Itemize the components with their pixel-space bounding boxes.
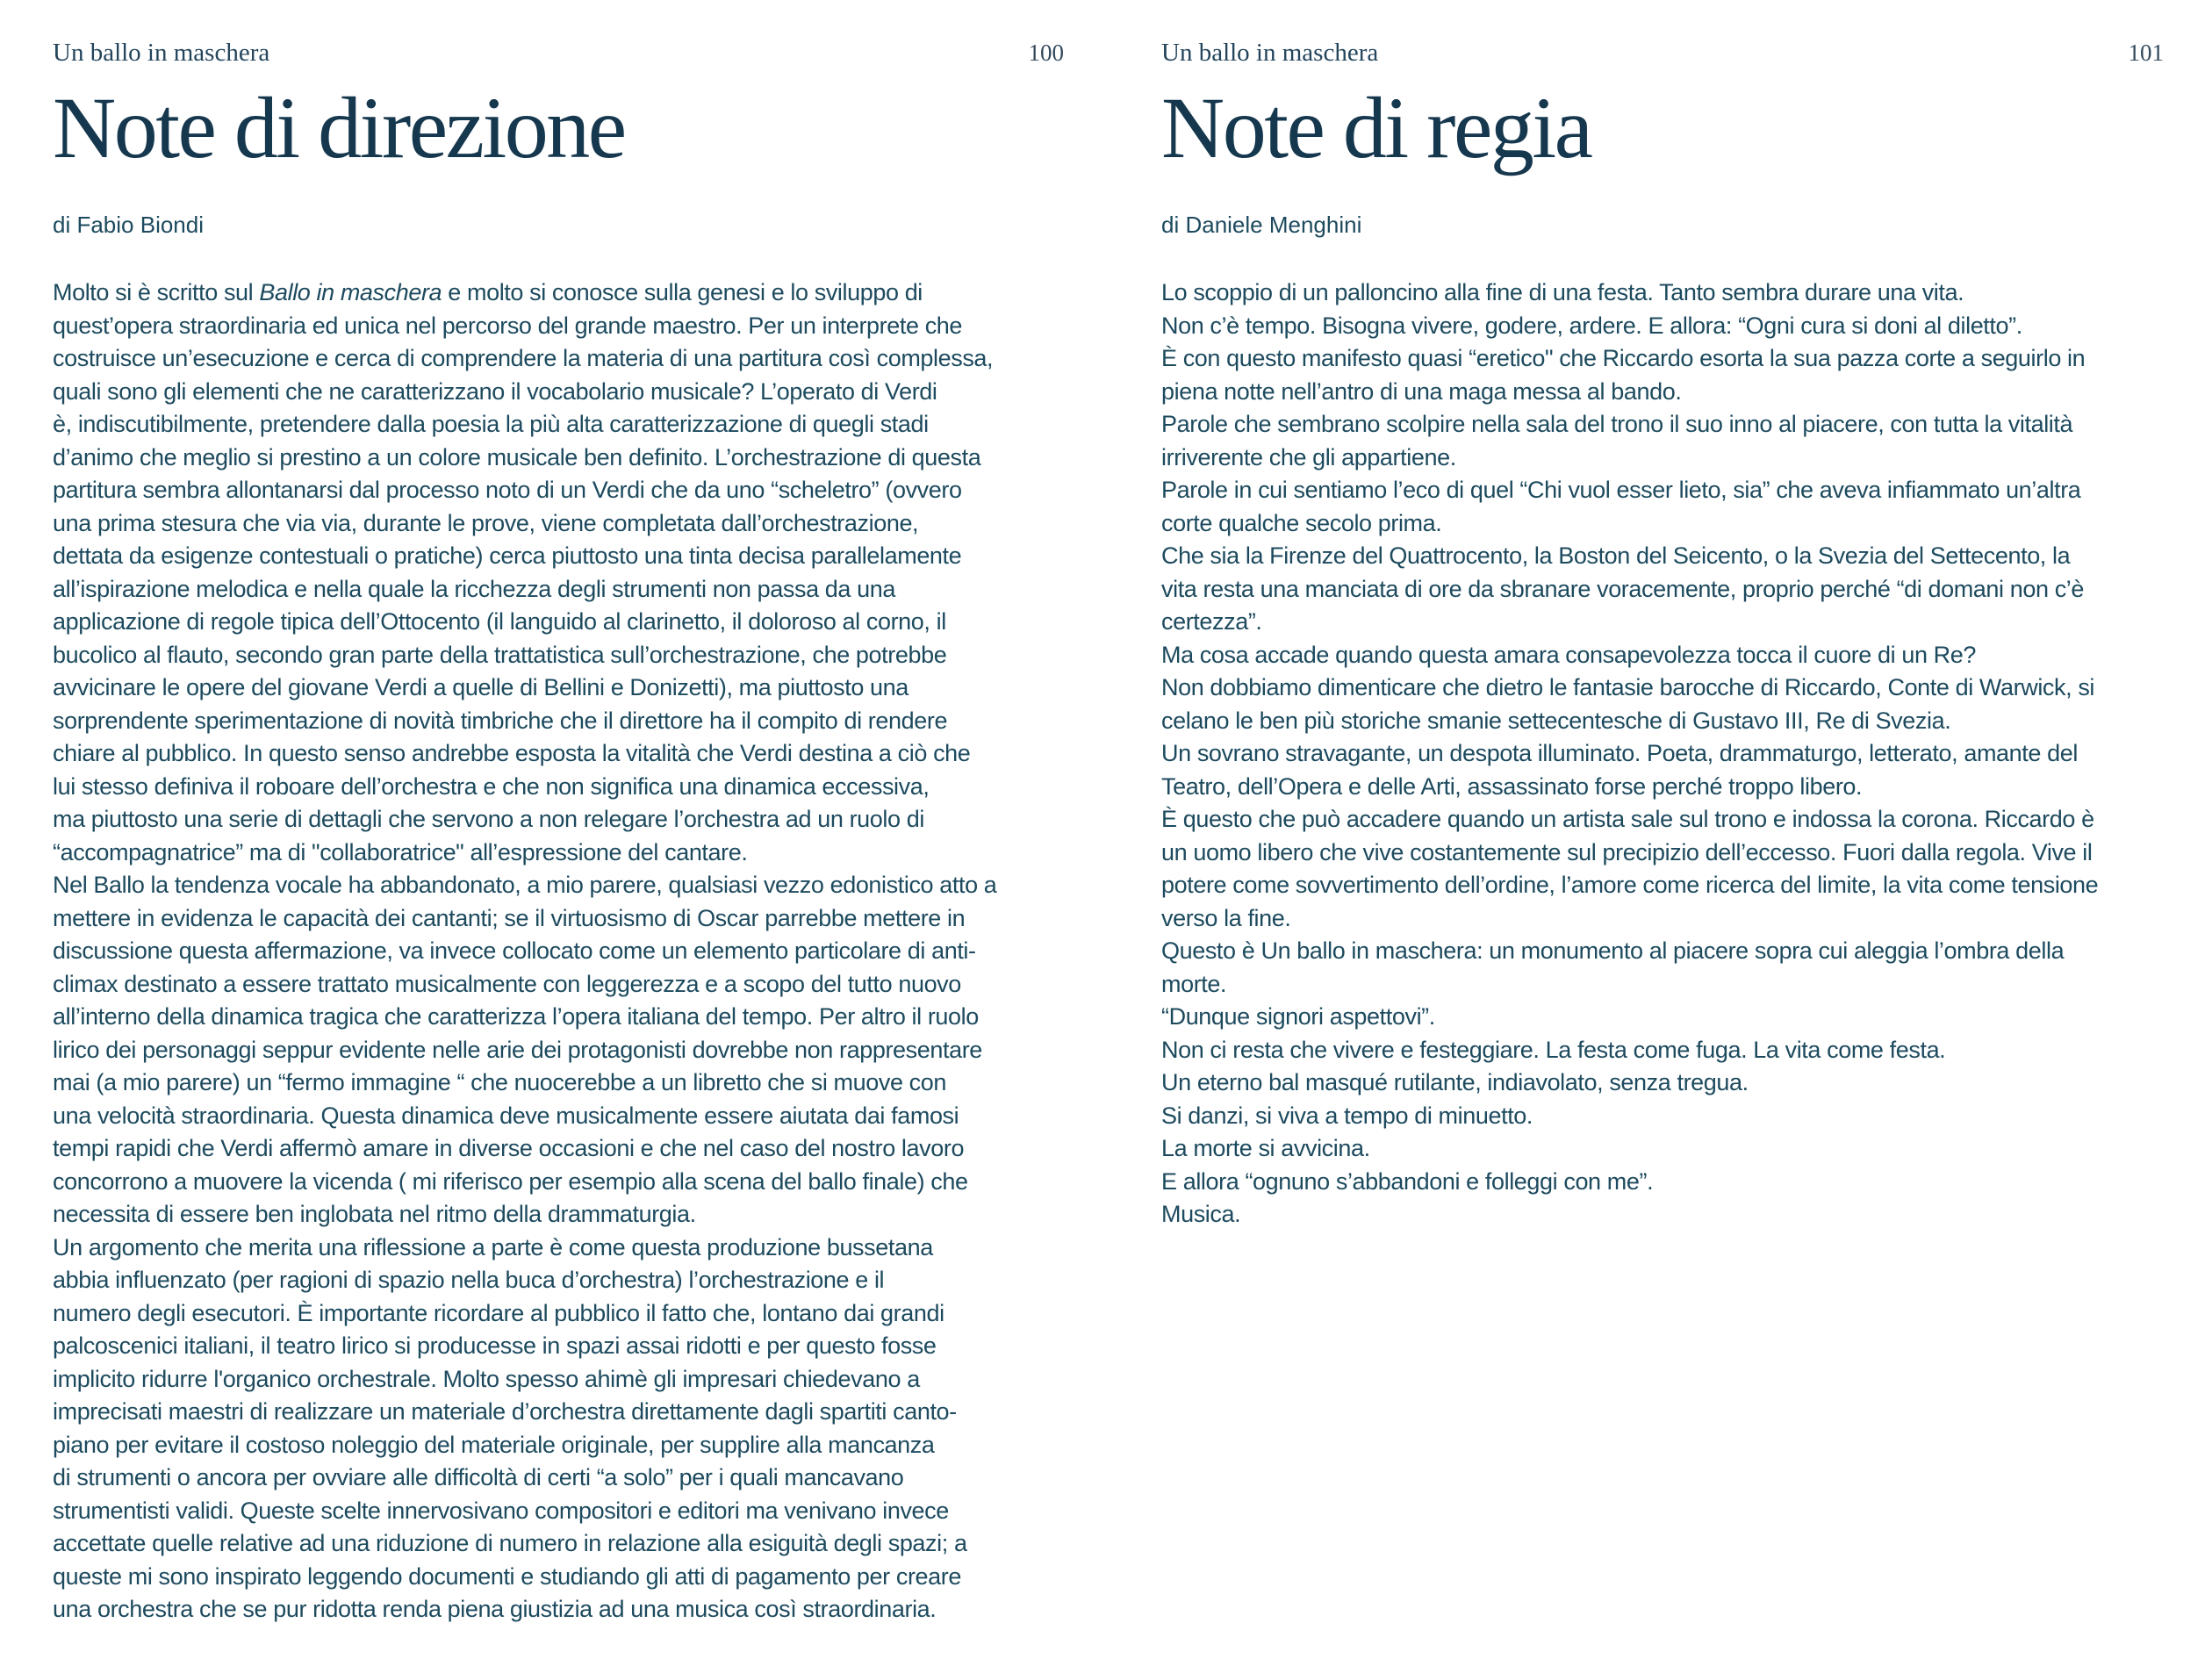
body-line: è, indiscutibilmente, pretendere dalla poesia la più alta caratterizzazione di quegli stadi xyxy=(53,411,929,437)
body-line: Teatro, dell’Opera e delle Arti, assassinato forse perché troppo libero. xyxy=(1161,772,1863,800)
body-line: lui stesso definiva il roboare dell’orchestra e che non significa una dinamica eccessiva, xyxy=(53,772,930,800)
body-line: Un eterno bal masqué rutilante, indiavolato, senza tregua. xyxy=(1161,1069,1749,1095)
body-line: lirico dei personaggi seppur evidente nelle arie dei protagonisti dovrebbe non rappresentare xyxy=(53,1036,982,1063)
body-line: E allora “ognuno s’abbandoni e folleggi con me”. xyxy=(1161,1167,1654,1195)
body-line: numero degli esecutori. È importante ricordare al pubblico il fatto che, lontano dai grandi xyxy=(53,1299,944,1326)
page-number-right: 101 xyxy=(2128,40,2164,66)
body-line: climax destinato a essere trattato musicalmente con leggerezza e a scopo del tutto nuovo xyxy=(53,970,961,997)
byline-left: di Fabio Biondi xyxy=(53,212,204,238)
body-line: palcoscenici italiani, il teatro lirico si producesse in spazi assai ridotti e per questo fosse xyxy=(53,1332,937,1359)
body-line: ma piuttosto una serie di dettagli che servono a non relegare l’orchestra ad un ruolo di xyxy=(53,806,924,832)
body-line: applicazione di regole tipica dell’Ottocento (il languido al clarinetto, il doloroso al corno, il xyxy=(53,608,946,635)
running-header-row-right xyxy=(1161,39,2164,68)
body-line: un uomo libero che vive costantemente sul precipizio dell’eccesso. Fuori dalla regola. Vive il xyxy=(1161,838,2093,865)
byline-right: di Daniele Menghini xyxy=(1161,212,1362,238)
body-line: potere come sovvertimento dell’ordine, l’amore come ricerca del limite, la vita come tensione xyxy=(1161,872,2099,898)
body-line: chiare al pubblico. In questo senso andrebbe esposta la vitalità che Verdi destina a ciò che xyxy=(53,740,971,766)
body-line: abbia influenzato (per ragioni di spazio nella buca d’orchestra) l’orchestrazione e il xyxy=(53,1267,885,1293)
body-line: La morte si avvicina. xyxy=(1161,1135,1370,1161)
running-header-left: Un ballo in maschera xyxy=(53,39,270,67)
page-number-left: 100 xyxy=(1028,40,1064,66)
body-line: corte qualche secolo prima. xyxy=(1161,509,1442,536)
body-line: d’animo che meglio si prestino a un colore musicale ben definito. L’orchestrazione di questa xyxy=(53,443,981,470)
body-line: È questo che può accadere quando un artista sale sul trono e indossa la corona. Riccardo è xyxy=(1161,806,2094,832)
body-line: Non ci resta che vivere e festeggiare. La festa come fuga. La vita come festa. xyxy=(1161,1036,1946,1063)
body-line: quest’opera straordinaria ed unica nel percorso del grande maestro. Per un interprete che xyxy=(53,312,963,339)
body-line: morte. xyxy=(1161,970,1227,997)
body-line: strumentisti validi. Queste scelte innervosivano compositori e editori ma venivano invece xyxy=(53,1497,949,1524)
body-line: mai (a mio parere) un “fermo immagine “ che nuocerebbe a un libretto che si muove con xyxy=(53,1069,946,1095)
body-line: Molto si è scritto sul Ballo in maschera e molto si conosce sulla genesi e lo sviluppo di xyxy=(53,279,923,305)
body-line: irriverente che gli appartiene. xyxy=(1161,443,1456,470)
page-title-right: Note di regia xyxy=(1161,79,1591,176)
body-line: Questo è Un ballo in maschera: un monumento al piacere sopra cui aleggia l’ombra della xyxy=(1161,937,2065,964)
body-line: di strumenti o ancora per ovviare alle difficoltà di certi “a solo” per i quali mancavano xyxy=(53,1464,904,1490)
body-line: discussione questa affermazione, va invece collocato come un elemento particolare di anti- xyxy=(53,937,976,964)
body-line: Un sovrano stravagante, un despota illuminato. Poeta, drammaturgo, letterato, amante del xyxy=(1161,740,2078,766)
body-line: Non dobbiamo dimenticare che dietro le fantasie barocche di Riccardo, Conte di Warwick, si xyxy=(1161,674,2095,700)
page-title-left: Note di direzione xyxy=(53,79,625,176)
body-line: tempi rapidi che Verdi affermò amare in diverse occasioni e che nel caso del nostro lavoro xyxy=(53,1135,965,1161)
body-line: all’ispirazione melodica e nella quale la ricchezza degli strumenti non passa da una xyxy=(53,575,895,602)
body-line: all’interno della dinamica tragica che caratterizza l’opera italiana del tempo. Per altro il ruolo xyxy=(53,1003,979,1030)
body-line: piano per evitare il costoso noleggio del materiale originale, per supplire alla mancanza xyxy=(53,1431,935,1458)
body-line: Un argomento che merita una riflessione a parte è come questa produzione bussetana xyxy=(53,1233,933,1260)
body-line: Parole che sembrano scolpire nella sala del trono il suo inno al piacere, con tutta la vitalità xyxy=(1161,411,2073,437)
body-line: verso la fine. xyxy=(1161,904,1291,931)
body-line: partitura sembra allontanarsi dal processo noto di un Verdi che da uno “scheletro” (ovvero xyxy=(53,477,962,503)
body-line: Non c’è tempo. Bisogna vivere, godere, ardere. E allora: “Ogni cura si doni al diletto”. xyxy=(1161,312,2022,339)
body-line: dettata da esigenze contestuali o pratiche) cerca piuttosto una tinta decisa parallelamente xyxy=(53,542,962,569)
body-line: implicito ridurre l'organico orchestrale. Molto spesso ahimè gli impresari chiedevano a xyxy=(53,1365,920,1392)
body-text-right xyxy=(1161,276,2164,1232)
body-line: una velocità straordinaria. Questa dinamica deve musicalmente essere aiutata dai famosi xyxy=(53,1102,959,1129)
body-line: Ma cosa accade quando questa amara consapevolezza tocca il cuore di un Re? xyxy=(1161,641,1976,668)
body-line: “Dunque signori aspettovi”. xyxy=(1161,1003,1435,1030)
body-line: bucolico al flauto, secondo gran parte della trattatistica sull’orchestrazione, che potrebbe xyxy=(53,641,947,668)
body-line: celano le ben più storiche smanie settecentesche di Gustavo III, Re di Svezia. xyxy=(1161,707,1951,734)
page-left xyxy=(53,0,1064,1659)
body-line: È con questo manifesto quasi “eretico" che Riccardo esorta la sua pazza corte a seguirlo in xyxy=(1161,345,2086,371)
running-header-row-left xyxy=(53,39,1064,68)
body-line: sorprendente sperimentazione di novità timbriche che il direttore ha il compito di rendere xyxy=(53,707,948,734)
body-line: Che sia la Firenze del Quattrocento, la Boston del Seicento, o la Svezia del Settecento, la xyxy=(1161,542,2071,569)
body-line: “accompagnatrice” ma di "collaboratrice" all’espressione del cantare. xyxy=(53,838,748,865)
body-line: queste mi sono inspirato leggendo documenti e studiando gli atti di pagamento per creare xyxy=(53,1562,961,1590)
body-line: una prima stesura che via via, durante le prove, viene completata dall’orchestrazione, xyxy=(53,509,919,536)
body-text-left xyxy=(53,276,1064,1627)
body-line: piena notte nell’antro di una maga messa al bando. xyxy=(1161,377,1682,405)
body-line: necessita di essere ben inglobata nel ritmo della drammaturgia. xyxy=(53,1201,696,1227)
body-line: Nel Ballo la tendenza vocale ha abbandonato, a mio parere, qualsiasi vezzo edonistico atto a xyxy=(53,872,997,898)
body-line: imprecisati maestri di realizzare un materiale d’orchestra direttamente dagli spartiti canto- xyxy=(53,1398,957,1425)
body-line: una orchestra che se pur ridotta renda piena giustizia ad una musica così straordinaria. xyxy=(53,1596,937,1622)
body-line: Lo scoppio di un palloncino alla fine di una festa. Tanto sembra durare una vita. xyxy=(1161,279,1964,305)
body-line: avvicinare le opere del giovane Verdi a quelle di Bellini e Donizetti), ma piuttosto una xyxy=(53,674,908,700)
body-line: accettate quelle relative ad una riduzione di numero in relazione alla esiguità degli spazi; a xyxy=(53,1530,967,1556)
running-header-right: Un ballo in maschera xyxy=(1161,39,1379,67)
body-line: Si danzi, si viva a tempo di minuetto. xyxy=(1161,1102,1533,1129)
body-line: concorrono a muovere la vicenda ( mi riferisco per esempio alla scena del ballo finale) che xyxy=(53,1167,968,1195)
body-line: Parole in cui sentiamo l’eco di quel “Chi vuol esser lieto, sia” che aveva infiammato un’altra xyxy=(1161,477,2081,503)
body-line: quali sono gli elementi che ne caratterizzano il vocabolario musicale? L’operato di Verdi xyxy=(53,377,937,405)
body-line: Musica. xyxy=(1161,1201,1241,1227)
page-right xyxy=(1161,0,2164,1659)
body-line: vita resta una manciata di ore da sbranare voracemente, proprio perché “di domani non c’è xyxy=(1161,575,2085,602)
body-line: costruisce un’esecuzione e cerca di comprendere la materia di una partitura così complessa, xyxy=(53,345,994,371)
body-line: mettere in evidenza le capacità dei cantanti; se il virtuosismo di Oscar parrebbe mettere in xyxy=(53,904,966,931)
body-line: certezza”. xyxy=(1161,608,1262,635)
